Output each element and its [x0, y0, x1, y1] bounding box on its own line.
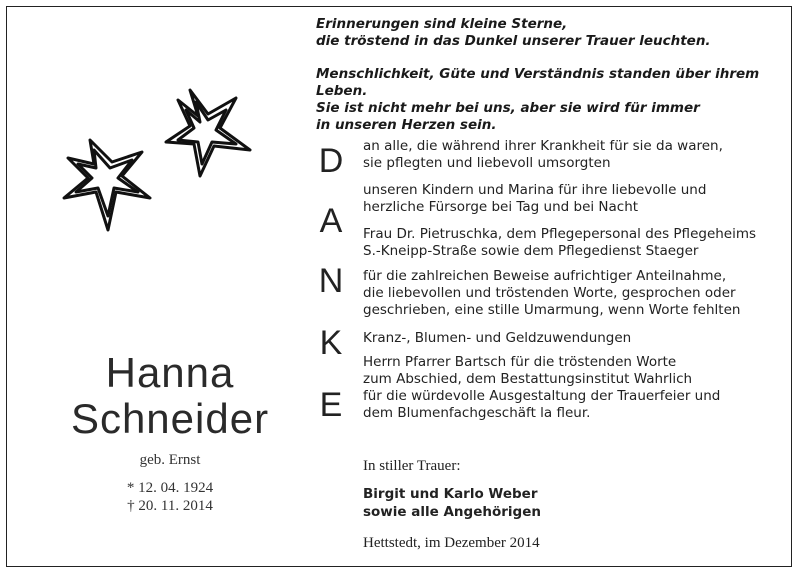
- thanks-item: Frau Dr. Pietruschka, dem Pflegepersonal des Pflegeheims S.-Kneipp-Straße sowie dem Pflegedienst Staeger: [363, 226, 757, 259]
- mourner-names: Birgit und Karlo Weber sowie alle Angehörigen: [363, 486, 541, 520]
- danke-letter-d: D: [318, 142, 344, 180]
- thanks-item: Herrn Pfarrer Bartsch für die tröstenden Worte zum Abschied, dem Bestattungsinstitut Wahrlich für die würdevolle Ausgestaltung der Trauerfeier und dem Blumenfachgeschäft la fleur.: [363, 354, 721, 421]
- thanks-item: Kranz-, Blumen- und Geldzuwendungen: [363, 330, 632, 346]
- birth-date: * 12. 04. 1924: [126, 480, 214, 496]
- quote-1: Erinnerungen sind kleine Sterne, die tröstend in das Dunkel unserer Trauer leuchten.: [316, 16, 711, 49]
- danke-letter-n: N: [318, 262, 344, 300]
- quote-block: [316, 16, 786, 150]
- danke-letter-e: E: [319, 386, 343, 424]
- deceased-first-name: Hanna: [105, 349, 235, 396]
- quote-2: Menschlichkeit, Güte und Verständnis standen über ihrem Leben. Sie ist nicht mehr bei uns, aber sie wird für immer in unseren Herzen sein.: [316, 66, 760, 133]
- stars-illustration: [50, 80, 280, 250]
- death-date: † 20. 11. 2014: [127, 498, 213, 514]
- danke-letter-a: A: [319, 202, 343, 240]
- maiden-name: geb. Ernst: [139, 452, 201, 468]
- thanks-item: an alle, die während ihrer Krankheit für sie da waren, sie pflegten und liebevoll umsorgten: [363, 138, 723, 171]
- star-icon: [166, 90, 250, 176]
- deceased-last-name: Schneider: [70, 395, 270, 442]
- mourning-intro: In stiller Trauer:: [363, 458, 461, 474]
- place-date: Hettstedt, im Dezember 2014: [363, 535, 540, 551]
- star-icon: [64, 140, 150, 230]
- danke-letter-k: K: [319, 324, 343, 362]
- thanks-item: für die zahlreichen Beweise aufrichtiger Anteilnahme, die liebevollen und tröstenden Worte, gesprochen oder geschrieben, eine stille Umarmung, wenn Worte fehlten: [363, 268, 741, 318]
- thanks-item: unseren Kindern und Marina für ihre liebevolle und herzliche Fürsorge bei Tag und bei Nacht: [363, 182, 707, 215]
